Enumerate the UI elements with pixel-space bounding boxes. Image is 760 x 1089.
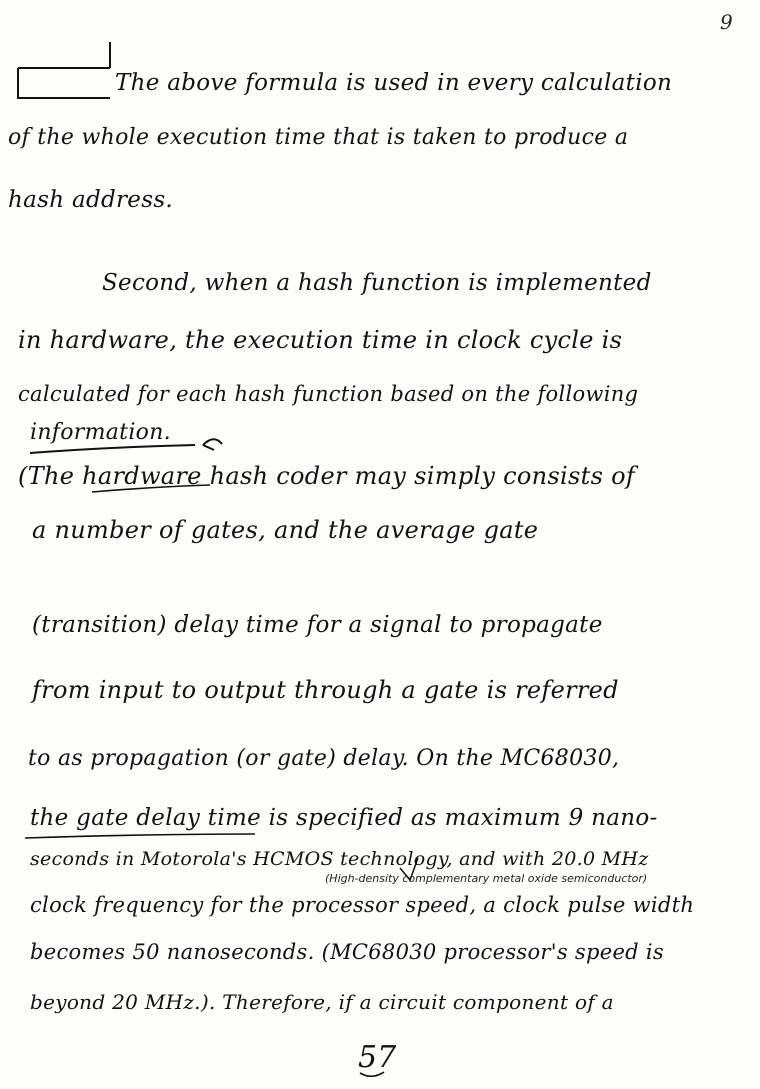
text-line-12: to as propagation (or gate) delay. On the MC68030, xyxy=(28,746,620,771)
page-number: 9 xyxy=(720,10,733,34)
text-line-9: a number of gates, and the average gate xyxy=(32,516,539,544)
return-arrow-mark xyxy=(203,439,222,450)
information-underline xyxy=(30,445,195,453)
gate-delay-underline xyxy=(25,834,255,838)
text-line-4: Second, when a hash function is implemented xyxy=(102,270,652,296)
hcmos-annotation: (High-density complementary metal oxide semiconductor) xyxy=(325,872,648,885)
text-line-2: of the whole execution time that is taken to produce a xyxy=(8,125,629,150)
text-line-6: calculated for each hash function based on the following xyxy=(18,382,639,406)
bracket-mark xyxy=(18,42,110,98)
text-line-16: becomes 50 nanoseconds. (MC68030 processor's speed is xyxy=(30,940,664,964)
text-line-7: information. xyxy=(30,420,171,445)
text-line-5: in hardware, the execution time in clock cycle is xyxy=(18,326,623,354)
text-line-1: The above formula is used in every calculation xyxy=(115,70,673,96)
text-line-14: seconds in Motorola's HCMOS technology, and with 20.0 MHz xyxy=(30,848,649,870)
text-line-8: (The hardware hash coder may simply consists of xyxy=(18,462,636,490)
text-line-13: the gate delay time is specified as maximum 9 nano- xyxy=(30,805,658,831)
text-line-17: beyond 20 MHz.). Therefore, if a circuit component of a xyxy=(30,990,614,1014)
text-line-3: hash address. xyxy=(8,187,174,213)
text-line-15: clock frequency for the processor speed, a clock pulse width xyxy=(30,893,695,917)
footer-page-number: 57 xyxy=(358,1040,397,1075)
text-line-11: from input to output through a gate is referred xyxy=(32,676,619,704)
text-line-10: (transition) delay time for a signal to propagate xyxy=(32,612,603,638)
